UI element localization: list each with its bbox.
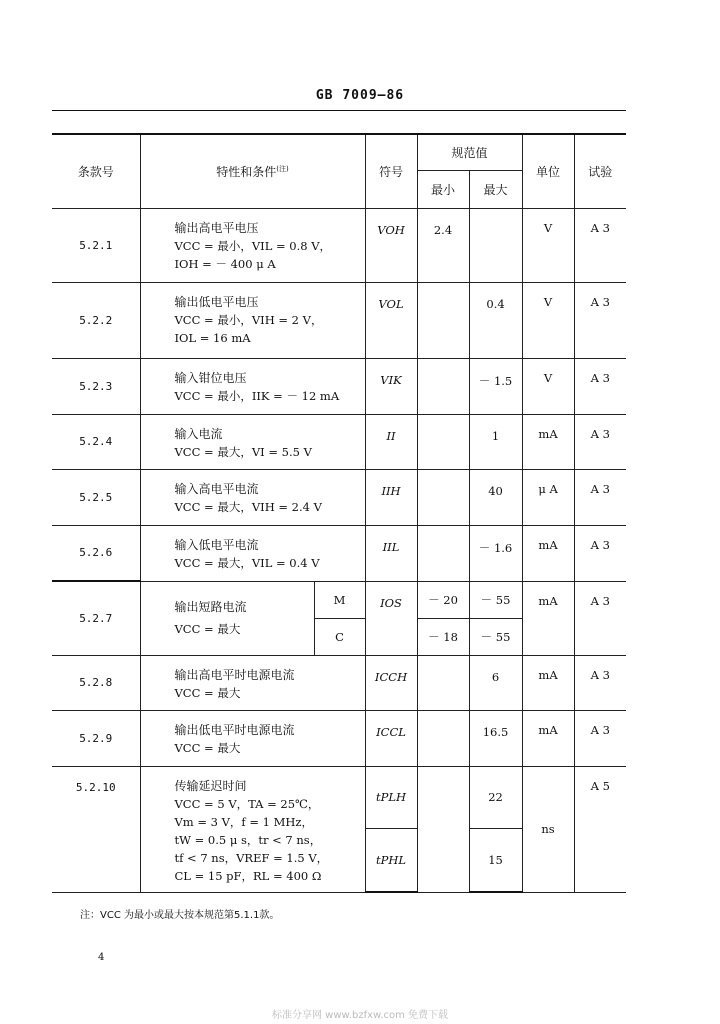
page-number: 4	[98, 952, 105, 963]
characteristic-name: 输入低电平电流	[174, 537, 259, 552]
clause-number: 5.2.8	[52, 655, 140, 710]
min-value	[417, 766, 469, 892]
clause-number: 5.2.3	[52, 358, 140, 414]
clause-number: 5.2.6	[52, 525, 140, 581]
max-value: 0.4	[469, 282, 522, 358]
max-value: 6	[469, 655, 522, 710]
header-clause: 条款号	[52, 134, 140, 208]
max-value: 16.5	[469, 710, 522, 766]
header-spec-value: 规范值	[417, 134, 522, 170]
max-value: － 55	[469, 581, 522, 618]
max-value: － 1.5	[469, 358, 522, 414]
header-symbol: 符号	[365, 134, 417, 208]
max-value: 22	[469, 766, 522, 828]
condition-line: VCC = 最小，IIK = － 12 mA	[174, 388, 340, 403]
unit-cell: mA	[522, 414, 574, 469]
test-cell: A 3	[574, 358, 626, 414]
unit-cell: mA	[522, 525, 574, 581]
characteristic-name: 输入电流	[174, 426, 223, 441]
test-cell: A 3	[574, 581, 626, 655]
test-cell: A 3	[574, 208, 626, 282]
table-row-5-2-1	[52, 208, 626, 282]
characteristic-name: 输出低电平电压	[174, 294, 259, 309]
test-cell: A 3	[574, 525, 626, 581]
condition-cell	[140, 525, 365, 581]
watermark-footer: 标准分享网 www.bzfxw.com 免费下载	[272, 1010, 448, 1021]
test-cell: A 3	[574, 655, 626, 710]
condition-line: CL = 15 pF，RL = 400 Ω	[174, 868, 322, 883]
test-cell: A 3	[574, 282, 626, 358]
condition-line: VCC = 最大	[174, 622, 241, 636]
min-value	[417, 282, 469, 358]
symbol-cell: IIL	[365, 525, 417, 581]
unit-cell: V	[522, 282, 574, 358]
min-value	[417, 469, 469, 525]
characteristic-name: 输出高电平时电源电流	[174, 667, 295, 682]
unit-cell: mA	[522, 581, 574, 655]
max-value: － 55	[469, 618, 522, 655]
header-condition-label: 特性和条件	[216, 164, 277, 179]
variant-code-c: C	[314, 618, 365, 655]
unit-cell: mA	[522, 710, 574, 766]
table-row-5-2-7	[52, 581, 626, 618]
header-condition-note: (注)	[276, 164, 289, 173]
min-value	[417, 710, 469, 766]
condition-line: IOH = － 400 μ A	[174, 256, 276, 271]
test-cell: A 3	[574, 469, 626, 525]
condition-line: VCC = 最小，VIL = 0.8 V，	[174, 238, 332, 253]
max-value: 1	[469, 414, 522, 469]
min-value	[417, 525, 469, 581]
table-row-5-2-9	[52, 710, 626, 766]
table-row-5-2-6	[52, 525, 626, 581]
specification-table	[52, 133, 626, 893]
max-value: 15	[469, 828, 522, 892]
condition-cell	[140, 208, 365, 282]
table-footnote: 注：VCC 为最小或最大按本规范第5.1.1款。	[80, 910, 280, 921]
table-row-5-2-10	[52, 766, 626, 828]
variant-code-m: M	[314, 581, 365, 618]
standard-number-header: GB 7009—86	[315, 88, 405, 103]
condition-line: tf < 7 ns，VREF = 1.5 V，	[174, 850, 329, 865]
min-value	[417, 414, 469, 469]
min-value: － 20	[417, 581, 469, 618]
clause-number: 5.2.4	[52, 414, 140, 469]
condition-line: VCC = 最大	[174, 740, 241, 755]
test-cell: A 3	[574, 710, 626, 766]
condition-cell	[140, 414, 365, 469]
condition-cell	[140, 469, 365, 525]
header-min: 最小	[417, 170, 469, 208]
header-rule	[52, 110, 626, 111]
min-value	[417, 358, 469, 414]
table-row-5-2-8	[52, 655, 626, 710]
unit-cell: mA	[522, 655, 574, 710]
condition-cell	[140, 581, 314, 655]
max-value	[469, 208, 522, 282]
condition-line: VCC = 最大	[174, 685, 241, 700]
symbol-cell: IOS	[365, 581, 417, 655]
unit-cell: V	[522, 358, 574, 414]
condition-line: tW = 0.5 μ s，tr < 7 ns，	[174, 832, 322, 847]
max-value: 40	[469, 469, 522, 525]
min-value: － 18	[417, 618, 469, 655]
max-value: － 1.6	[469, 525, 522, 581]
condition-cell	[140, 655, 365, 710]
symbol-cell: tPHL	[365, 828, 417, 892]
characteristic-name: 传输延迟时间	[174, 778, 247, 793]
characteristic-name: 输出短路电流	[174, 600, 247, 614]
header-max: 最大	[469, 170, 522, 208]
clause-number: 5.2.1	[52, 208, 140, 282]
condition-line: VCC = 最大，VI = 5.5 V	[174, 444, 312, 459]
min-value: 2.4	[417, 208, 469, 282]
unit-cell: μ A	[522, 469, 574, 525]
symbol-cell: VOL	[365, 282, 417, 358]
condition-cell	[140, 282, 365, 358]
clause-number: 5.2.10	[52, 766, 140, 892]
table-row-5-2-2	[52, 282, 626, 358]
min-value	[417, 655, 469, 710]
clause-number: 5.2.5	[52, 469, 140, 525]
test-cell: A 3	[574, 414, 626, 469]
characteristic-name: 输出低电平时电源电流	[174, 722, 295, 737]
symbol-cell: VOH	[365, 208, 417, 282]
condition-cell	[140, 766, 365, 892]
condition-cell	[140, 358, 365, 414]
symbol-cell: II	[365, 414, 417, 469]
symbol-cell: ICCH	[365, 655, 417, 710]
characteristic-name: 输入钳位电压	[174, 370, 247, 385]
characteristic-name: 输出高电平电压	[174, 220, 259, 235]
header-condition	[140, 134, 365, 208]
condition-line: VCC = 最大，VIH = 2.4 V	[174, 499, 322, 514]
condition-line: VCC = 最大，VIL = 0.4 V	[174, 555, 320, 570]
symbol-cell: VIK	[365, 358, 417, 414]
header-test: 试验	[574, 134, 626, 208]
header-unit: 单位	[522, 134, 574, 208]
condition-line: IOL = 16 mA	[174, 330, 251, 345]
unit-cell: V	[522, 208, 574, 282]
table-row-5-2-3	[52, 358, 626, 414]
test-cell: A 5	[574, 766, 626, 892]
symbol-cell: tPLH	[365, 766, 417, 828]
clause-number: 5.2.9	[52, 710, 140, 766]
characteristic-name: 输入高电平电流	[174, 481, 259, 496]
table-row-5-2-4	[52, 414, 626, 469]
condition-cell	[140, 710, 365, 766]
symbol-cell: IIH	[365, 469, 417, 525]
unit-cell: ns	[522, 766, 574, 892]
table-row-5-2-5	[52, 469, 626, 525]
clause-number: 5.2.2	[52, 282, 140, 358]
clause-number: 5.2.7	[52, 581, 140, 655]
symbol-cell: ICCL	[365, 710, 417, 766]
condition-line: Vm = 3 V，f = 1 MHz，	[174, 814, 313, 829]
condition-line: VCC = 最小，VIH = 2 V，	[174, 312, 323, 327]
condition-line: VCC = 5 V，TA = 25℃，	[174, 796, 320, 811]
